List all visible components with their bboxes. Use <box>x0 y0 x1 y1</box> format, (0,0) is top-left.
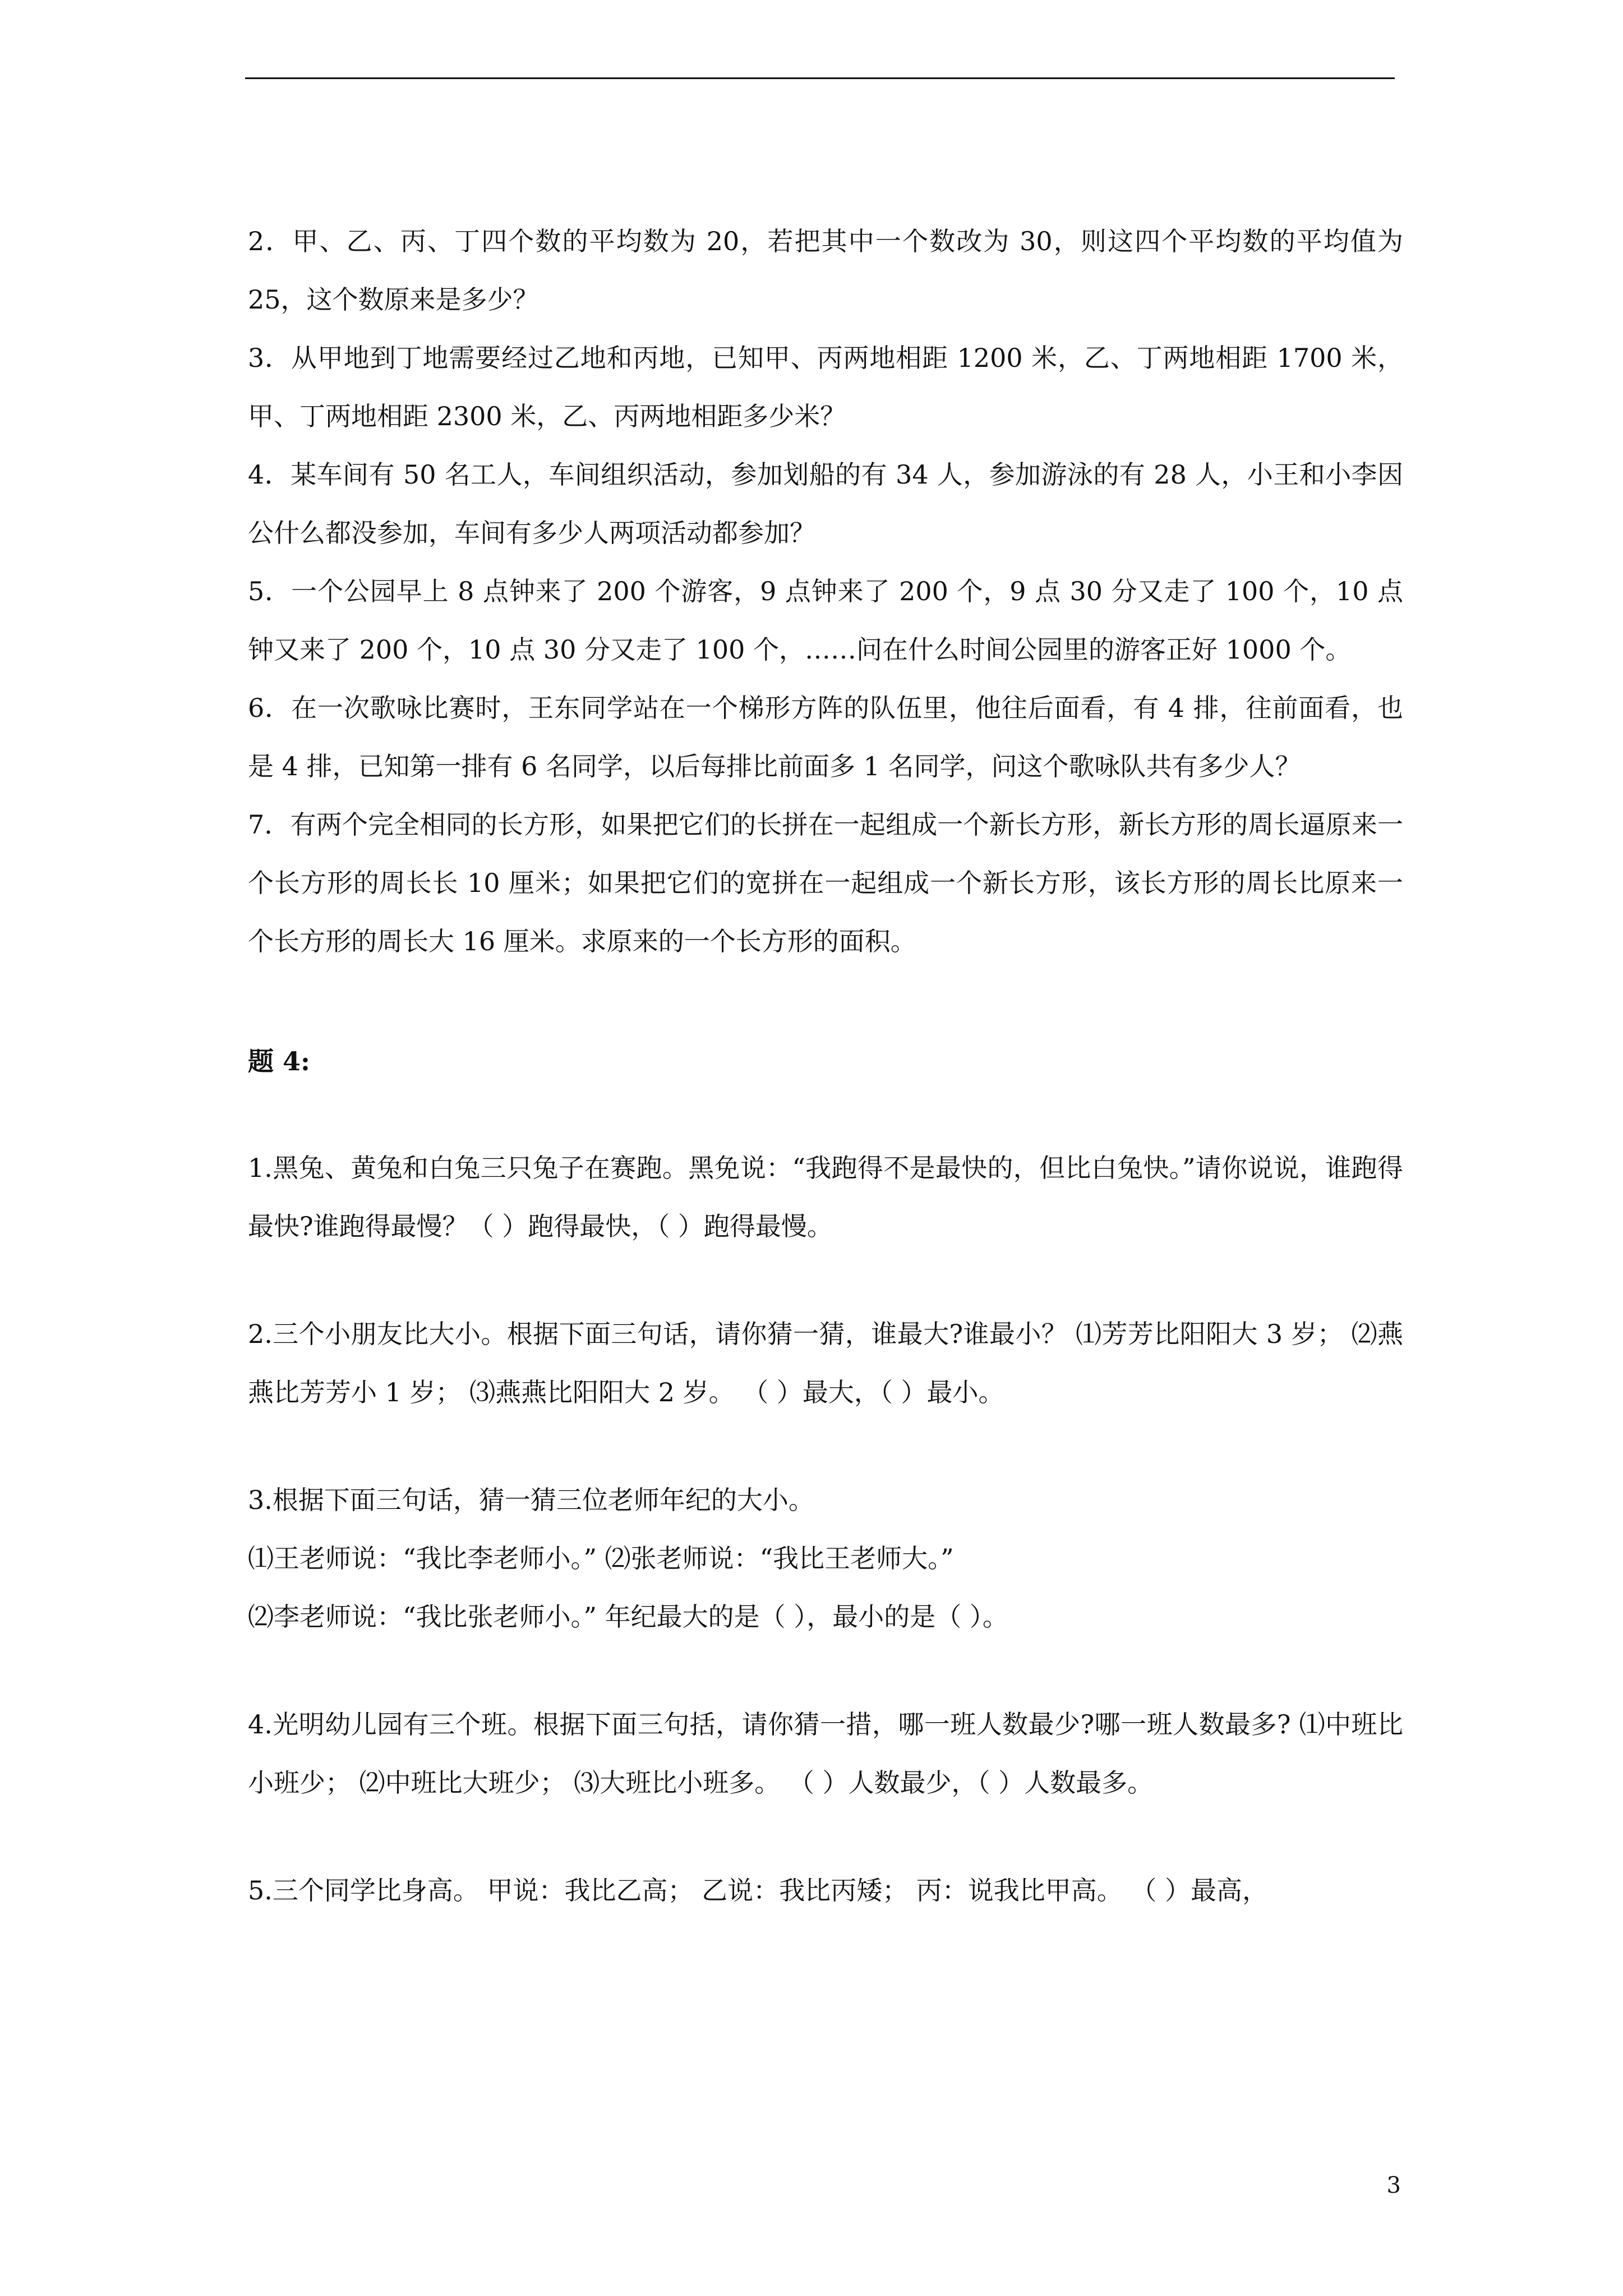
problem-3: 3．从甲地到丁地需要经过乙地和丙地，已知甲、丙两地相距 1200 米，乙、丁两地相距 1700 米，甲、丁两地相距 2300 米，乙、丙两地相距多少米？ <box>248 343 1403 431</box>
question-1: 1.黑兔、黄兔和白兔三只兔子在赛跑。黑免说：“我跑得不是最快的，但比白兔快。”请你说说，谁跑得最快?谁跑得最慢？（ ）跑得最快，（ ）跑得最慢。 <box>248 1153 1403 1241</box>
problem-7: 7．有两个完全相同的长方形，如果把它们的长拼在一起组成一个新长方形，新长方形的周长逼原来一个长方形的周长长 10 厘米；如果把它们的宽拼在一起组成一个新长方形，该长方形的周长比原来一个长方形的周长大 16 厘米。求原来的一个长方形的面积。 <box>248 809 1403 956</box>
question-4: 4.光明幼儿园有三个班。根据下面三句括，请你猜一措，哪一班人数最少?哪一班人数最多? ⑴中班比小班少； ⑵中班比大班少； ⑶大班比小班多。 （ ）人数最少，（ ）人数最多。 <box>248 1709 1403 1798</box>
problem-2: 2．甲、乙、丙、丁四个数的平均数为 20，若把其中一个数改为 30，则这四个平均数的平均值为 25，这个数原来是多少？ <box>248 226 1403 315</box>
page-body <box>248 212 1403 1920</box>
problem-6: 6．在一次歌咏比赛时，王东同学站在一个梯形方阵的队伍里，他往后面看，有 4 排，往前面看，也是 4 排，已知第一排有 6 名同学，以后每排比前面多 1 名同学，问这个歌咏队共有多少人？ <box>248 693 1403 781</box>
question-5: 5.三个同学比身高。 甲说：我比乙高； 乙说：我比丙矮； 丙：说我比甲高。 （ ）最高， <box>248 1875 1268 1906</box>
page-number: 3 <box>1386 2173 1401 2198</box>
question-3-line-1: 3.根据下面三句话，猜一猜三位老师年纪的大小。 <box>248 1485 814 1515</box>
problem-4: 4．某车间有 50 名工人，车间组织活动，参加划船的有 34 人，参加游泳的有 28 人，小王和小李因公什么都没参加，车间有多少人两项活动都参加？ <box>248 459 1403 548</box>
question-2: 2.三个小朋友比大小。根据下面三句话，请你猜一猜，谁最大?谁最小？ ⑴芳芳比阳阳大 3 岁； ⑵燕燕比芳芳小 1 岁； ⑶燕燕比阳阳大 2 岁。 （ ）最大，（ ）最小。 <box>248 1319 1403 1407</box>
header-rule <box>245 77 1395 79</box>
question-3-line-2: ⑴王老师说：“我比李老师小。” ⑵张老师说：“我比王老师大。” <box>248 1543 954 1573</box>
question-3-line-3: ⑵李老师说：“我比张老师小。” 年纪最大的是（ ），最小的是（ ）。 <box>248 1602 1008 1632</box>
problem-5: 5．一个公园早上 8 点钟来了 200 个游客，9 点钟来了 200 个，9 点 30 分又走了 100 个，10 点钟又来了 200 个，10 点 30 分又走了 100 个，……问在什么时间公园里的游客正好 1000 个。 <box>248 576 1403 665</box>
section-title: 题 4: <box>248 1046 311 1076</box>
question-3 <box>248 1471 1403 1646</box>
